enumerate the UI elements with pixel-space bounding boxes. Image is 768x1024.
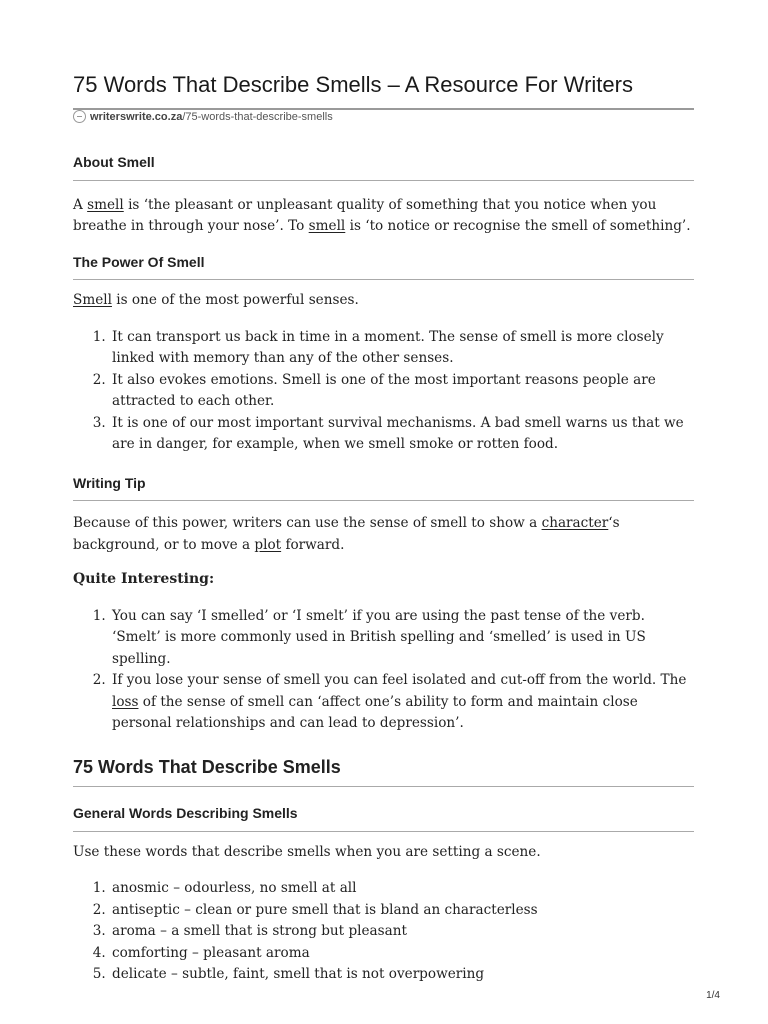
text: Because of this power, writers can use the sense of smell to show a	[73, 515, 542, 531]
heading-quite-interesting: Quite Interesting:	[73, 571, 215, 587]
heading-writing-tip: Writing Tip	[73, 473, 694, 502]
list-item: 1. anosmic – odourless, no smell at all	[110, 878, 694, 900]
page-number: 1/4	[706, 990, 720, 1001]
list-item: 4. comforting – pleasant aroma	[110, 943, 694, 965]
list-item	[110, 670, 694, 735]
tip-paragraph	[73, 513, 694, 556]
list-item: 1. You can say ‘I smelled’ or ‘I smelt’ if you are using the past tense of the verb. ‘Smelt’ is more commonly used in British spelling and ‘smelled’ is used in US spelling.	[110, 606, 694, 671]
text: ‘s background, or to move a	[73, 515, 620, 553]
words-list	[73, 878, 694, 986]
list-item: 1. It can transport us back in time in a moment. The sense of smell is more closely linked with memory than any of the other senses.	[110, 327, 694, 370]
heading-general-words: General Words Describing Smells	[73, 803, 694, 832]
interesting-list	[73, 606, 694, 735]
list-item: 3. It is one of our most important survival mechanisms. A bad smell warns us that we are in danger, for example, when we smell smoke or rotten food.	[110, 413, 694, 456]
power-paragraph	[73, 290, 694, 312]
text: is ‘the pleasant or unpleasant quality of something that you notice when you breathe in through your nose’. To	[73, 196, 657, 234]
heading-about-smell: About Smell	[73, 152, 694, 181]
about-paragraph	[73, 195, 694, 238]
heading-75-words: 75 Words That Describe Smells	[73, 757, 694, 788]
heading-power-of-smell: The Power Of Smell	[73, 252, 694, 281]
text: forward.	[281, 536, 345, 553]
words-intro: Use these words that describe smells when you are setting a scene.	[73, 843, 541, 860]
text: is one of the most powerful senses.	[111, 292, 359, 308]
power-list	[73, 327, 694, 456]
source-path: /75-words-that-describe-smells	[182, 110, 333, 123]
source-domain: writerswrite.co.za	[90, 110, 183, 123]
globe-icon	[73, 110, 86, 123]
link-loss[interactable]: loss	[112, 693, 139, 710]
text: A	[73, 196, 88, 213]
link-smell-verb[interactable]: smell	[308, 218, 346, 234]
link-plot[interactable]: plot	[254, 536, 282, 553]
text: is ‘to notice or recognise the smell of something’.	[345, 218, 691, 234]
source-url[interactable]	[73, 110, 333, 123]
link-smell-power[interactable]: Smell	[73, 292, 112, 308]
link-character[interactable]: character	[541, 515, 609, 531]
link-smell[interactable]: smell	[87, 196, 124, 213]
list-item: 3. aroma – a smell that is strong but pleasant	[110, 921, 694, 943]
article-content	[73, 150, 694, 986]
text: of the sense of smell can ‘affect one’s ability to form and maintain close personal relationships and can lead to depression’.	[112, 693, 638, 731]
list-item: 5. delicate – subtle, faint, smell that is not overpowering	[110, 964, 694, 986]
list-item: 2. antiseptic – clean or pure smell that is bland an characterless	[110, 900, 694, 922]
list-item: 2. It also evokes emotions. Smell is one of the most important reasons people are attracted to each other.	[110, 370, 694, 413]
page-title: 75 Words That Describe Smells – A Resource For Writers	[73, 72, 694, 110]
text: If you lose your sense of smell you can feel isolated and cut-off from the world. The	[112, 672, 687, 688]
